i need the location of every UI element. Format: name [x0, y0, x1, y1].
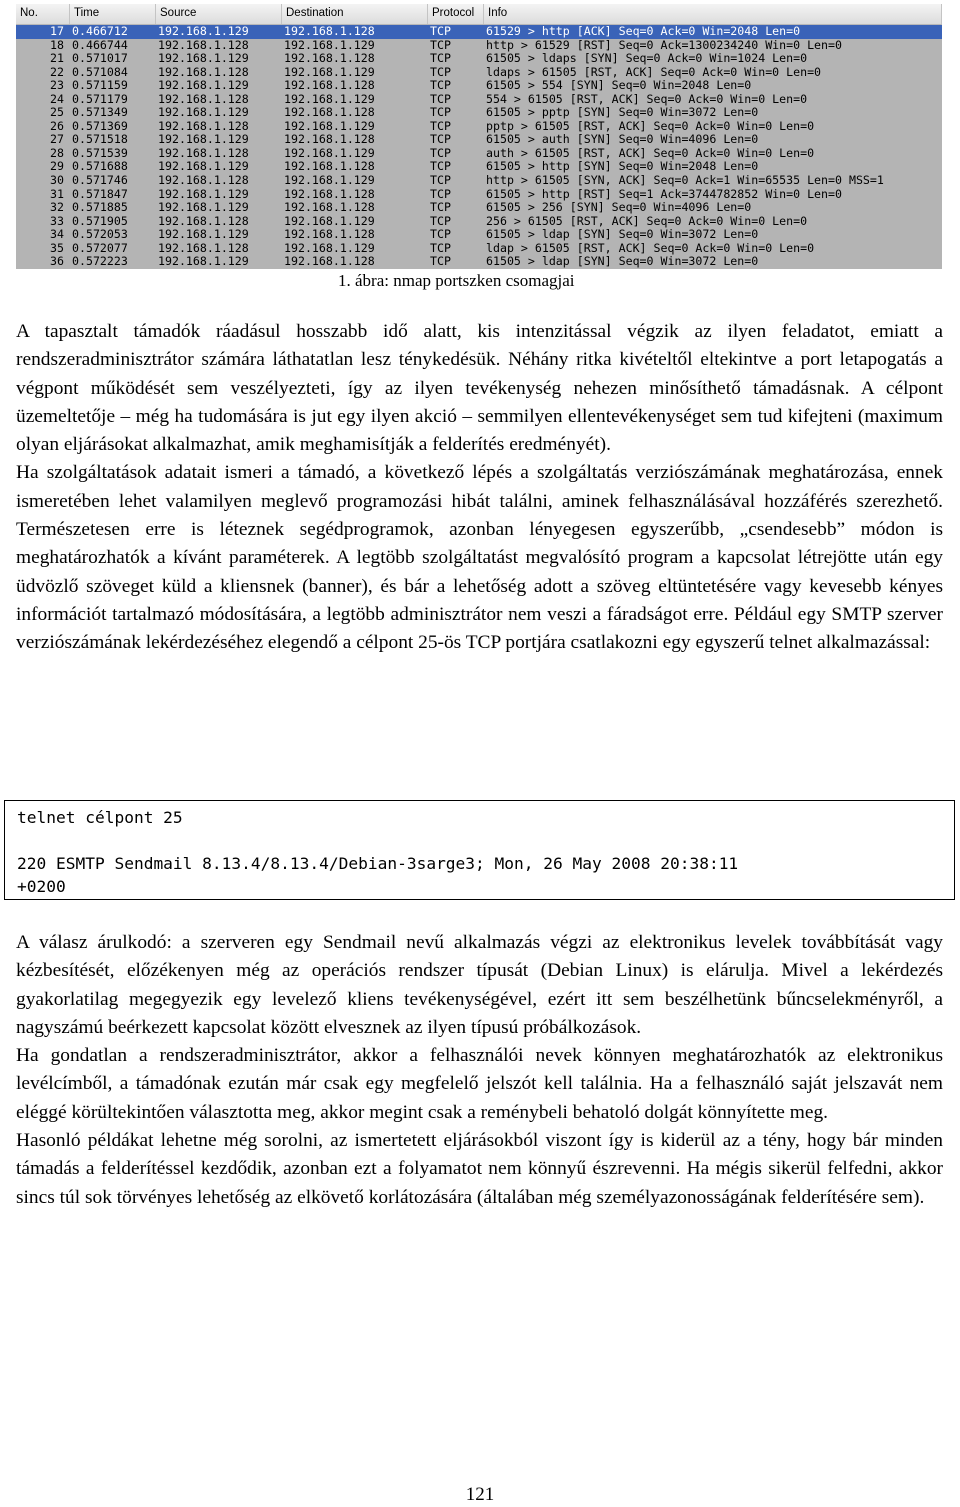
packet-info: ldap > 61505 [RST, ACK] Seq=0 Ack=0 Win=0 Len=0 [486, 241, 815, 255]
packet-time: 0.571179 [72, 92, 128, 106]
packet-protocol: TCP [430, 160, 451, 174]
paragraph: Hasonló példákat lehetne még sorolni, az ismertetett eljárásokból viszont így is kiderül az a tény, hogy bár minden támadás a felderítéssel kezdődik, azonban ezt a folyamatot nem könnyű észrevenni. Ha mégis sikerül felfedni, akkor sincs túl sok törvényes lehetőség az elkövető korlátozására (általában még személyazonosságának felderítésére sem). [16, 1130, 943, 1208]
packet-info: 61505 > 256 [SYN] Seq=0 Win=4096 Len=0 [486, 201, 752, 215]
packet-row[interactable] [16, 93, 942, 107]
body-text-top [16, 318, 943, 658]
packet-time: 0.571688 [72, 160, 128, 174]
code-box [4, 800, 955, 900]
packet-info: 554 > 61505 [RST, ACK] Seq=0 Ack=0 Win=0 Len=0 [486, 92, 808, 106]
paragraph: Ha szolgáltatások adatait ismeri a támadó, a következő lépés a szolgáltatás verziószámának meghatározása, ennek ismeretében lehet valamilyen meglevő programozási hibát találni, aminek felhasználásával hozzáférés szerezhető. Természetesen erre is léteznek segédprogramok, azonban lényegesen egyszerűbb, „csendesebb” módon is meghatározhatók a kívánt paraméterek. A legtöbb szolgáltatást megvalósító program a kapcsolat létrejötte után egy üdvözlő szöveget küld a kliensnek (banner), és bár a lehetőség adott a szöveg eltüntetésére vagy kevesebb kényes információt tartalmazó módosítására, a legtöbb adminisztrátor nem veszi a fáradságot erre. Például egy SMTP szerver verziószámának lekérdezéséhez elegendő a célpont 25-ös TCP portjára csatlakozni egy egyszerű telnet alkalmazással: [16, 462, 943, 654]
packet-destination: 192.168.1.128 [284, 228, 375, 242]
packet-row[interactable] [16, 39, 942, 53]
packet-time: 0.571539 [72, 146, 128, 160]
packet-destination: 192.168.1.128 [284, 187, 375, 201]
packet-destination: 192.168.1.128 [284, 133, 375, 147]
packet-time: 0.571349 [72, 106, 128, 120]
packet-info: 61505 > ldap [SYN] Seq=0 Win=3072 Len=0 [486, 255, 759, 269]
column-header-destination[interactable]: Destination [282, 4, 428, 24]
packet-row[interactable] [16, 201, 942, 215]
packet-source: 192.168.1.128 [158, 92, 249, 106]
packet-info: 61505 > 554 [SYN] Seq=0 Win=2048 Len=0 [486, 79, 752, 93]
packet-protocol: TCP [430, 228, 451, 242]
packet-source: 192.168.1.129 [158, 133, 249, 147]
column-header-source[interactable]: Source [156, 4, 282, 24]
code-response-line: 220 ESMTP Sendmail 8.13.4/8.13.4/Debian-3sarge3; Mon, 26 May 2008 20:38:11 [17, 854, 739, 873]
code-command: telnet célpont 25 [17, 808, 183, 827]
packet-no: 23 [50, 79, 64, 93]
packet-row[interactable] [16, 147, 942, 161]
column-header-info[interactable]: Info [484, 4, 942, 24]
packet-protocol: TCP [430, 187, 451, 201]
packet-no: 31 [50, 187, 64, 201]
figure-caption-text: 1. ábra: nmap portszken csomagjai [338, 271, 575, 290]
packet-time: 0.572053 [72, 228, 128, 242]
packet-info: ldaps > 61505 [RST, ACK] Seq=0 Ack=0 Win=0 Len=0 [486, 65, 822, 79]
paragraph: A válasz árulkodó: a szerveren egy Sendmail nevű alkalmazás végzi az elektronikus levelek továbbítását vagy kézbesítését, előzékenyen még az operációs rendszer típusát (Debian Linux) is elárulja. Mivel a lekérdezés gyakorlatilag megegyezik egy levelező kliens tevékenységével, ezért itt sem beszélhetünk bűncselekményről, a nagyszámú beérkezett kapcsolat között elvesznek az ilyen típusú próbálkozások. [16, 932, 943, 1038]
packet-destination: 192.168.1.129 [284, 241, 375, 255]
packet-no: 17 [50, 25, 64, 38]
packet-time: 0.466744 [72, 38, 128, 52]
packet-row[interactable] [16, 106, 942, 120]
packet-source: 192.168.1.129 [158, 25, 249, 38]
packet-info: 256 > 61505 [RST, ACK] Seq=0 Ack=0 Win=0 Len=0 [486, 214, 808, 228]
packet-time: 0.572223 [72, 255, 128, 269]
packet-protocol: TCP [430, 79, 451, 93]
packet-no: 32 [50, 201, 64, 215]
packet-row[interactable] [16, 133, 942, 147]
packet-protocol: TCP [430, 241, 451, 255]
body-text-bottom [16, 929, 943, 1212]
packet-rows [16, 25, 942, 269]
packet-destination: 192.168.1.129 [284, 119, 375, 133]
packet-row[interactable] [16, 174, 942, 188]
packet-no: 35 [50, 241, 64, 255]
paragraph: A tapasztalt támadók ráadásul hosszabb idő alatt, kis intenzitással végzik az ilyen feladatot, emiatt a rendszeradminisztrátor számára láthatatlan lesz ténykedésük. Néhány ritka kivételtől eltekintve a port letapogatás a végpont működését sem veszélyezteti, így az ilyen tevékenység nehezen minősíthető támadásnak. A célpont üzemeltetője – még ha tudomására is jut egy ilyen akció – semmilyen ellentevékenységet sem tud kifejteni (maximum olyan eljárásokat alkalmazhat, amik meghamisítják a felderítés eredményét). [16, 321, 943, 456]
packet-time: 0.571905 [72, 214, 128, 228]
packet-info: auth > 61505 [RST, ACK] Seq=0 Ack=0 Win=0 Len=0 [486, 146, 815, 160]
packet-row[interactable] [16, 79, 942, 93]
packet-source: 192.168.1.128 [158, 65, 249, 79]
packet-source: 192.168.1.128 [158, 146, 249, 160]
packet-info: 61505 > http [SYN] Seq=0 Win=2048 Len=0 [486, 160, 759, 174]
code-response-line: +0200 [17, 877, 66, 896]
packet-protocol: TCP [430, 133, 451, 147]
packet-source: 192.168.1.128 [158, 241, 249, 255]
packet-protocol: TCP [430, 174, 451, 188]
packet-time: 0.466712 [72, 25, 128, 38]
packet-protocol: TCP [430, 25, 451, 38]
packet-no: 33 [50, 214, 64, 228]
packet-info: http > 61529 [RST] Seq=0 Ack=1300234240 Win=0 Len=0 [486, 38, 842, 52]
packet-no: 21 [50, 52, 64, 66]
packet-no: 36 [50, 255, 64, 269]
packet-destination: 192.168.1.129 [284, 214, 375, 228]
packet-source: 192.168.1.129 [158, 201, 249, 215]
packet-time: 0.571084 [72, 65, 128, 79]
column-header-protocol[interactable]: Protocol [428, 4, 484, 24]
packet-destination: 192.168.1.129 [284, 146, 375, 160]
packet-info: pptp > 61505 [RST, ACK] Seq=0 Ack=0 Win=0 Len=0 [486, 119, 815, 133]
packet-source: 192.168.1.129 [158, 187, 249, 201]
packet-time: 0.572077 [72, 241, 128, 255]
packet-destination: 192.168.1.128 [284, 255, 375, 269]
paragraph: Ha gondatlan a rendszeradminisztrátor, akkor a felhasználói nevek könnyen meghatározhatók az elektronikus levélcímből, a támadónak ezután már csak egy megfelelő jelszót kell találnia. Ha a felhasználó saját jelszavát nem eléggé körültekintően választotta meg, akkor megint csak a reménybeli behatoló dolgát könnyítette meg. [16, 1045, 943, 1123]
column-header-time[interactable]: Time [70, 4, 156, 24]
column-header-no[interactable]: No. [16, 4, 70, 24]
packet-time: 0.571017 [72, 52, 128, 66]
packet-protocol: TCP [430, 38, 451, 52]
packet-no: 27 [50, 133, 64, 147]
packet-source: 192.168.1.128 [158, 119, 249, 133]
packet-protocol: TCP [430, 52, 451, 66]
packet-row[interactable] [16, 52, 942, 66]
packet-row[interactable] [16, 255, 942, 269]
packet-protocol: TCP [430, 92, 451, 106]
packet-info: 61505 > auth [SYN] Seq=0 Win=4096 Len=0 [486, 133, 759, 147]
packet-list-figure [16, 4, 942, 270]
packet-destination: 192.168.1.129 [284, 174, 375, 188]
packet-time: 0.571847 [72, 187, 128, 201]
packet-protocol: TCP [430, 146, 451, 160]
packet-destination: 192.168.1.129 [284, 65, 375, 79]
packet-row[interactable] [16, 228, 942, 242]
packet-row[interactable] [16, 160, 942, 174]
packet-time: 0.571369 [72, 119, 128, 133]
packet-info: 61505 > ldap [SYN] Seq=0 Win=3072 Len=0 [486, 228, 759, 242]
packet-info: 61505 > ldaps [SYN] Seq=0 Ack=0 Win=1024 Len=0 [486, 52, 808, 66]
packet-time: 0.571885 [72, 201, 128, 215]
packet-no: 28 [50, 146, 64, 160]
packet-destination: 192.168.1.128 [284, 160, 375, 174]
packet-no: 30 [50, 174, 64, 188]
packet-protocol: TCP [430, 255, 451, 269]
packet-row[interactable] [16, 66, 942, 80]
packet-no: 26 [50, 119, 64, 133]
packet-destination: 192.168.1.129 [284, 38, 375, 52]
packet-destination: 192.168.1.128 [284, 201, 375, 215]
packet-row[interactable] [16, 188, 942, 202]
packet-source: 192.168.1.128 [158, 38, 249, 52]
packet-no: 18 [50, 38, 64, 52]
page-number: 121 [465, 1484, 495, 1505]
packet-no: 24 [50, 92, 64, 106]
packet-source: 192.168.1.129 [158, 52, 249, 66]
packet-time: 0.571746 [72, 174, 128, 188]
packet-row[interactable] [16, 25, 942, 39]
packet-info: http > 61505 [SYN, ACK] Seq=0 Ack=1 Win=65535 Len=0 MSS=1 [486, 174, 884, 188]
packet-protocol: TCP [430, 201, 451, 215]
packet-list-header [16, 4, 942, 25]
packet-time: 0.571518 [72, 133, 128, 147]
packet-destination: 192.168.1.128 [284, 106, 375, 120]
packet-row[interactable] [16, 242, 942, 256]
packet-no: 25 [50, 106, 64, 120]
packet-source: 192.168.1.128 [158, 174, 249, 188]
packet-destination: 192.168.1.128 [284, 25, 375, 38]
packet-time: 0.571159 [72, 79, 128, 93]
packet-destination: 192.168.1.128 [284, 52, 375, 66]
packet-destination: 192.168.1.129 [284, 92, 375, 106]
packet-source: 192.168.1.129 [158, 160, 249, 174]
packet-row[interactable] [16, 120, 942, 134]
packet-no: 34 [50, 228, 64, 242]
packet-no: 29 [50, 160, 64, 174]
packet-info: 61505 > pptp [SYN] Seq=0 Win=3072 Len=0 [486, 106, 759, 120]
packet-protocol: TCP [430, 119, 451, 133]
packet-row[interactable] [16, 215, 942, 229]
packet-info: 61505 > http [RST] Seq=1 Ack=3744782852 Win=0 Len=0 [486, 187, 842, 201]
packet-source: 192.168.1.129 [158, 106, 249, 120]
packet-info: 61529 > http [ACK] Seq=0 Ack=0 Win=2048 Len=0 [486, 25, 801, 38]
packet-source: 192.168.1.128 [158, 214, 249, 228]
packet-protocol: TCP [430, 65, 451, 79]
packet-source: 192.168.1.129 [158, 255, 249, 269]
packet-source: 192.168.1.129 [158, 79, 249, 93]
packet-no: 22 [50, 65, 64, 79]
packet-source: 192.168.1.129 [158, 228, 249, 242]
packet-protocol: TCP [430, 214, 451, 228]
packet-destination: 192.168.1.128 [284, 79, 375, 93]
packet-protocol: TCP [430, 106, 451, 120]
